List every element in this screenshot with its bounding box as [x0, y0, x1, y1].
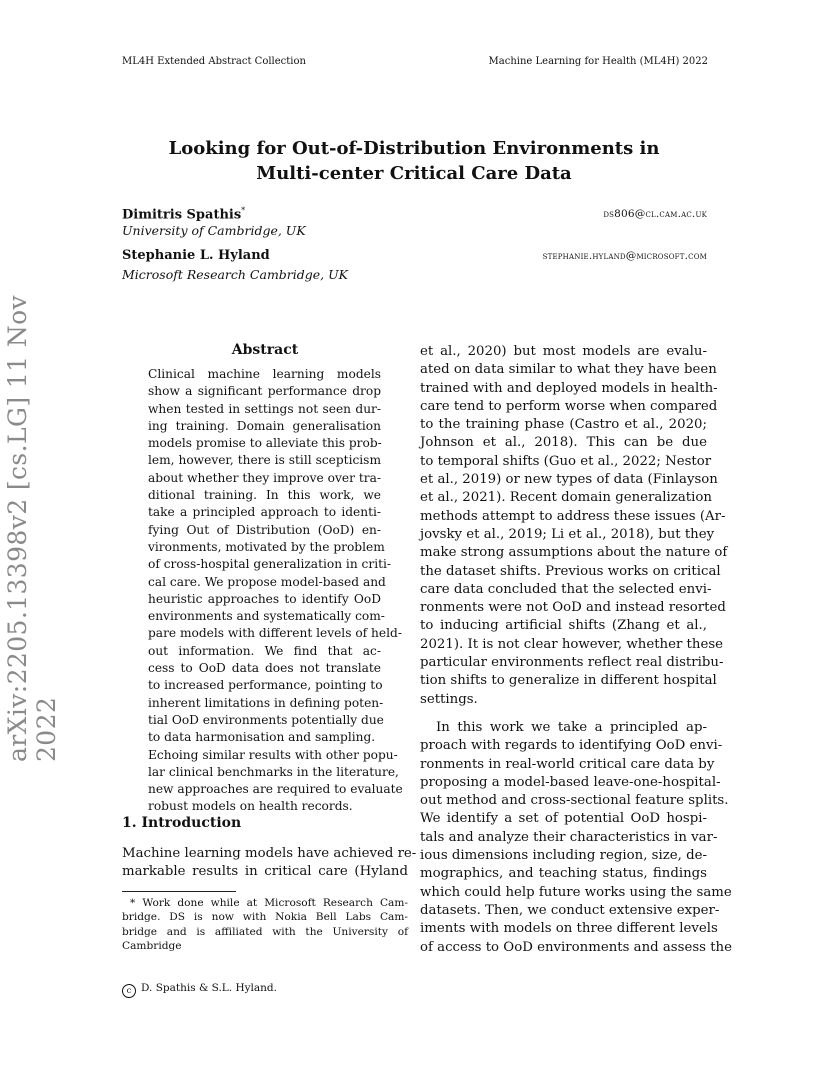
text-line: vironments, motivated by the problem: [148, 539, 385, 554]
right-column-paragraph-1: [420, 343, 728, 709]
text-line: We identify a set of potential OoD hospi-: [420, 811, 707, 827]
author-footnote-mark[interactable]: *: [241, 206, 246, 215]
text-line: fying Out of Distribution (OoD) en-: [148, 522, 381, 537]
text-line: to temporal shifts (Guo et al., 2022; Nestor: [420, 453, 712, 469]
text-line: models promise to alleviate this prob-: [148, 436, 382, 451]
text-line: In this work we take a principled ap-: [436, 720, 707, 735]
text-line: of access to OoD environments and assess the: [420, 939, 732, 955]
text-line: ious dimensions including region, size, de-: [420, 848, 707, 864]
text-line: tion shifts to generalize in different hospital: [420, 673, 717, 689]
text-line: settings.: [420, 691, 478, 707]
text-line: ing training. Domain generalisation: [148, 418, 381, 433]
text-line: out information. We find that ac-: [148, 643, 381, 658]
copyright-text: D. Spathis & S.L. Hyland.: [141, 982, 277, 994]
author-email-2[interactable]: stephanie.hyland@microsoft.com: [542, 250, 707, 262]
right-column-paragraph-2: [420, 719, 732, 957]
text-line: et al., 2020) but most models are evalu-: [420, 344, 707, 359]
running-header-right: Machine Learning for Health (ML4H) 2022: [488, 56, 708, 67]
text-line: * Work done while at Microsoft Research Cam-: [130, 897, 408, 909]
text-line: when tested in settings not seen dur-: [148, 401, 381, 416]
paper-title: [0, 136, 828, 186]
text-line: ditional training. In this work, we: [148, 488, 381, 503]
text-line: particular environments reflect real distribu-: [420, 655, 724, 671]
text-line: to the training phase (Castro et al., 2020;: [420, 417, 707, 433]
author-name-2: Stephanie L. Hyland: [122, 248, 270, 263]
text-line: et al., 2019) or new types of data (Finlayson: [420, 472, 718, 488]
copyright-line: [122, 982, 277, 998]
text-line: bridge and is affiliated with the University of: [122, 925, 408, 938]
text-line: to increased performance, pointing to: [148, 678, 383, 693]
text-line: show a significant performance drop: [148, 384, 381, 399]
text-line: the dataset shifts. Previous works on critical: [420, 563, 721, 579]
arxiv-stamp[interactable]: arXiv:2205.13398v2 [cs.LG] 11 Nov 2022: [3, 294, 61, 762]
text-line: et al., 2021). Recent domain generalization: [420, 490, 712, 506]
text-line: cal care. We propose model-based and: [148, 574, 386, 589]
author-affiliation-2: Microsoft Research Cambridge, UK: [122, 267, 349, 282]
copyright-icon: c: [122, 984, 136, 998]
text-line: datasets. Then, we conduct extensive exper-: [420, 902, 720, 918]
text-line: take a principled approach to identi-: [148, 505, 381, 520]
text-line: Machine learning models have achieved re-: [122, 846, 417, 861]
introduction-body: [122, 845, 417, 881]
title-line-1: Looking for Out-of-Distribution Environments in: [168, 138, 660, 159]
text-line: lem, however, there is still scepticism: [148, 453, 381, 468]
text-line: proach with regards to identifying OoD envi-: [420, 738, 723, 754]
author-name-1-text: Dimitris Spathis: [122, 207, 242, 223]
text-line: Clinical machine learning models: [148, 367, 381, 381]
text-line: care data concluded that the selected envi-: [420, 581, 712, 597]
text-line: Echoing similar results with other popu-: [148, 747, 398, 762]
text-line: out method and cross-sectional feature splits.: [420, 793, 729, 809]
text-line: Cambridge: [122, 940, 182, 953]
author-affiliation-1: University of Cambridge, UK: [122, 223, 306, 238]
section-heading-introduction: 1. Introduction: [122, 815, 242, 831]
text-line: ronments were not OoD and instead resorted: [420, 600, 726, 616]
text-line: markable results in critical care (Hyland: [122, 864, 408, 880]
text-line: which could help future works using the same: [420, 884, 732, 900]
text-line: of cross-hospital generalization in criti-: [148, 557, 392, 572]
footnote: [122, 896, 408, 954]
title-line-2: Multi-center Critical Care Data: [256, 163, 572, 184]
author-email-1[interactable]: ds806@cl.cam.ac.uk: [603, 208, 707, 220]
text-line: pare models with different levels of held-: [148, 626, 402, 641]
text-line: proposing a model-based leave-one-hospital-: [420, 774, 721, 790]
text-line: cess to OoD data does not translate: [148, 661, 381, 676]
author-name-1: [122, 206, 245, 222]
text-line: mographics, and teaching status, findings: [420, 866, 707, 882]
text-line: make strong assumptions about the nature of: [420, 545, 728, 561]
text-line: new approaches are required to evaluate: [148, 782, 403, 797]
abstract-heading: Abstract: [231, 342, 299, 358]
abstract-body: [148, 366, 403, 816]
text-line: ronments in real-world critical care data by: [420, 756, 715, 772]
text-line: iments with models on three different levels: [420, 921, 718, 937]
footnote-rule: [122, 891, 236, 892]
text-line: to inducing artificial shifts (Zhang et al.,: [420, 618, 707, 634]
text-line: Johnson et al., 2018). This can be due: [420, 435, 707, 451]
text-line: tial OoD environments potentially due: [148, 712, 384, 727]
text-line: trained with and deployed models in health-: [420, 380, 718, 396]
text-line: about whether they improve over tra-: [148, 470, 381, 485]
text-line: methods attempt to address these issues (Ar-: [420, 508, 726, 524]
text-line: inherent limitations in defining poten-: [148, 695, 384, 710]
text-line: environments and systematically com-: [148, 609, 385, 624]
running-header-left: ML4H Extended Abstract Collection: [122, 56, 306, 67]
text-line: tals and analyze their characteristics in var-: [420, 829, 718, 845]
text-line: robust models on health records.: [148, 799, 353, 814]
text-line: bridge. DS is now with Nokia Bell Labs Cam-: [122, 911, 408, 924]
text-line: heuristic approaches to identify OoD: [148, 591, 381, 606]
text-line: ated on data similar to what they have been: [420, 362, 717, 378]
text-line: to data harmonisation and sampling.: [148, 730, 376, 745]
text-line: lar clinical benchmarks in the literature,: [148, 764, 399, 779]
text-line: 2021). It is not clear however, whether these: [420, 636, 724, 652]
text-line: care tend to perform worse when compared: [420, 398, 718, 414]
text-line: jovsky et al., 2019; Li et al., 2018), but they: [420, 526, 715, 542]
